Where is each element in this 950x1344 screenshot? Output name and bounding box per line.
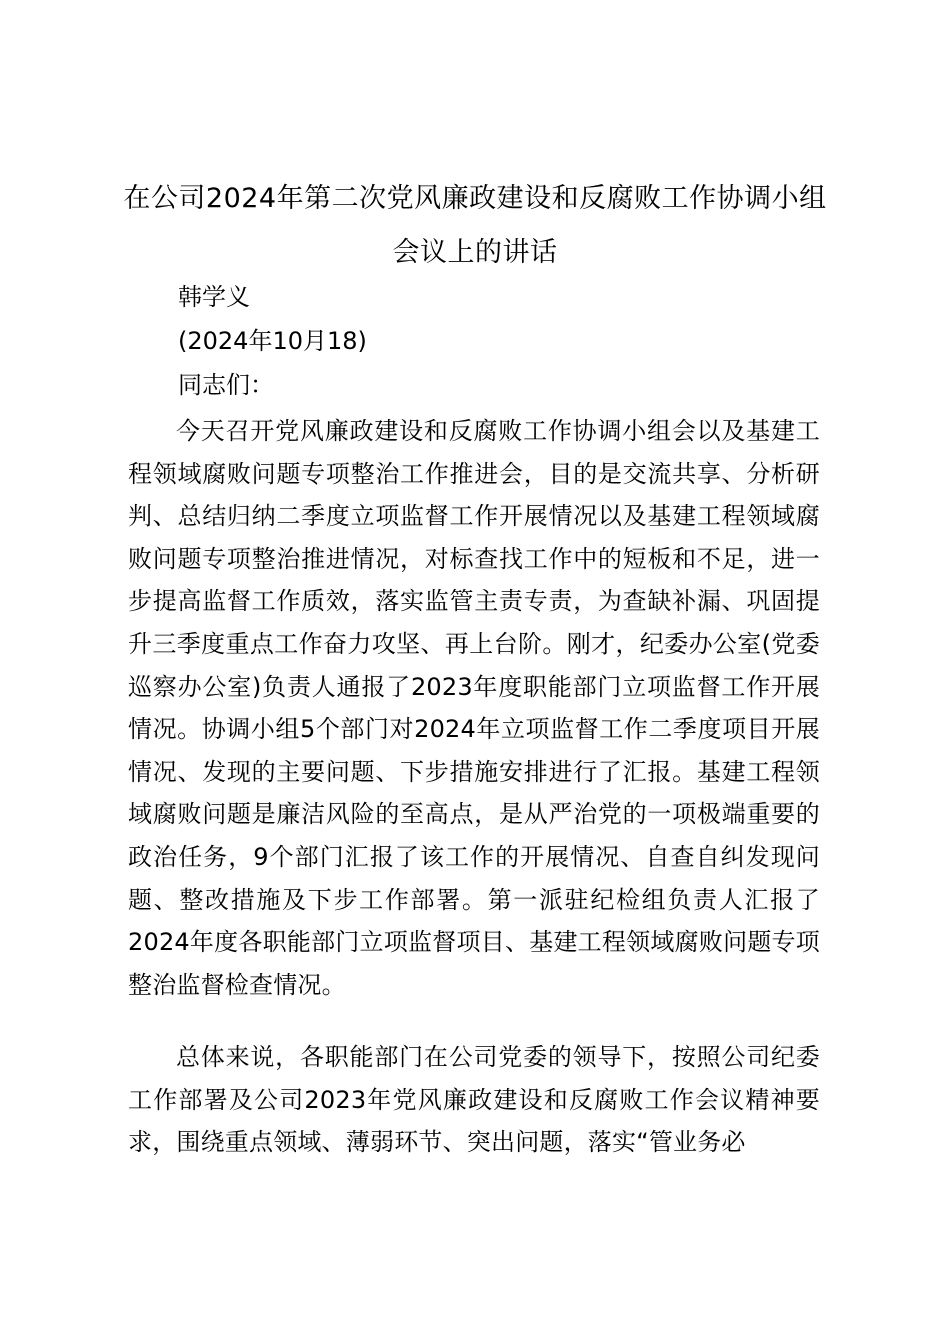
body-paragraph: 总体来说，各职能部门在公司党委的领导下，按照公司纪委工作部署及公司2023年党风廉政建设和反腐败工作会议精神要求，围绕重点领域、薄弱环节、突出问题，落实“管业务必 [128,1043,820,1157]
document-title: 在公司2024年第二次党风廉政建设和反腐败工作协调小组会议上的讲话 [123,183,827,268]
greeting: 同志们： [178,371,274,399]
body-paragraph: 今天召开党风廉政建设和反腐败工作协调小组会以及基建工程领域腐败问题专项整治工作推进会，目的是交流共享、分析研判、总结归纳二季度立项监督工作开展情况以及基建工程领域腐败问题专项整治推进情况，对标查找工作中的短板和不足，进一步提高监督工作质效，落实监管主责专责，为查缺补漏、巩固提升三季度重点工作奋力攻坚、再上台阶。刚才，纪委办公室(党委巡察办公室)负责人通报了2023年度职能部门立项监督工作开展情况。协调小组5个部门对2024年立项监督工作二季度项目开展情况、发现的主要问题、下步措施安排进行了汇报。基建工程领域腐败问题是廉洁风险的至高点，是从严治党的一项极端重要的政治任务，9个部门汇报了该工作的开展情况、自查自纠发现问题、整改措施及下步工作部署。第一派驻纪检组负责人汇报了2024年度各职能部门立项监督项目、基建工程领域腐败问题专项整治监督检查情况。 [128,417,820,999]
speech-date: (2024年10月18) [178,327,367,355]
body-paragraph-2-block [128,1036,820,1164]
author-name: 韩学义 [178,283,250,311]
body-paragraph-1-block [128,410,820,1006]
